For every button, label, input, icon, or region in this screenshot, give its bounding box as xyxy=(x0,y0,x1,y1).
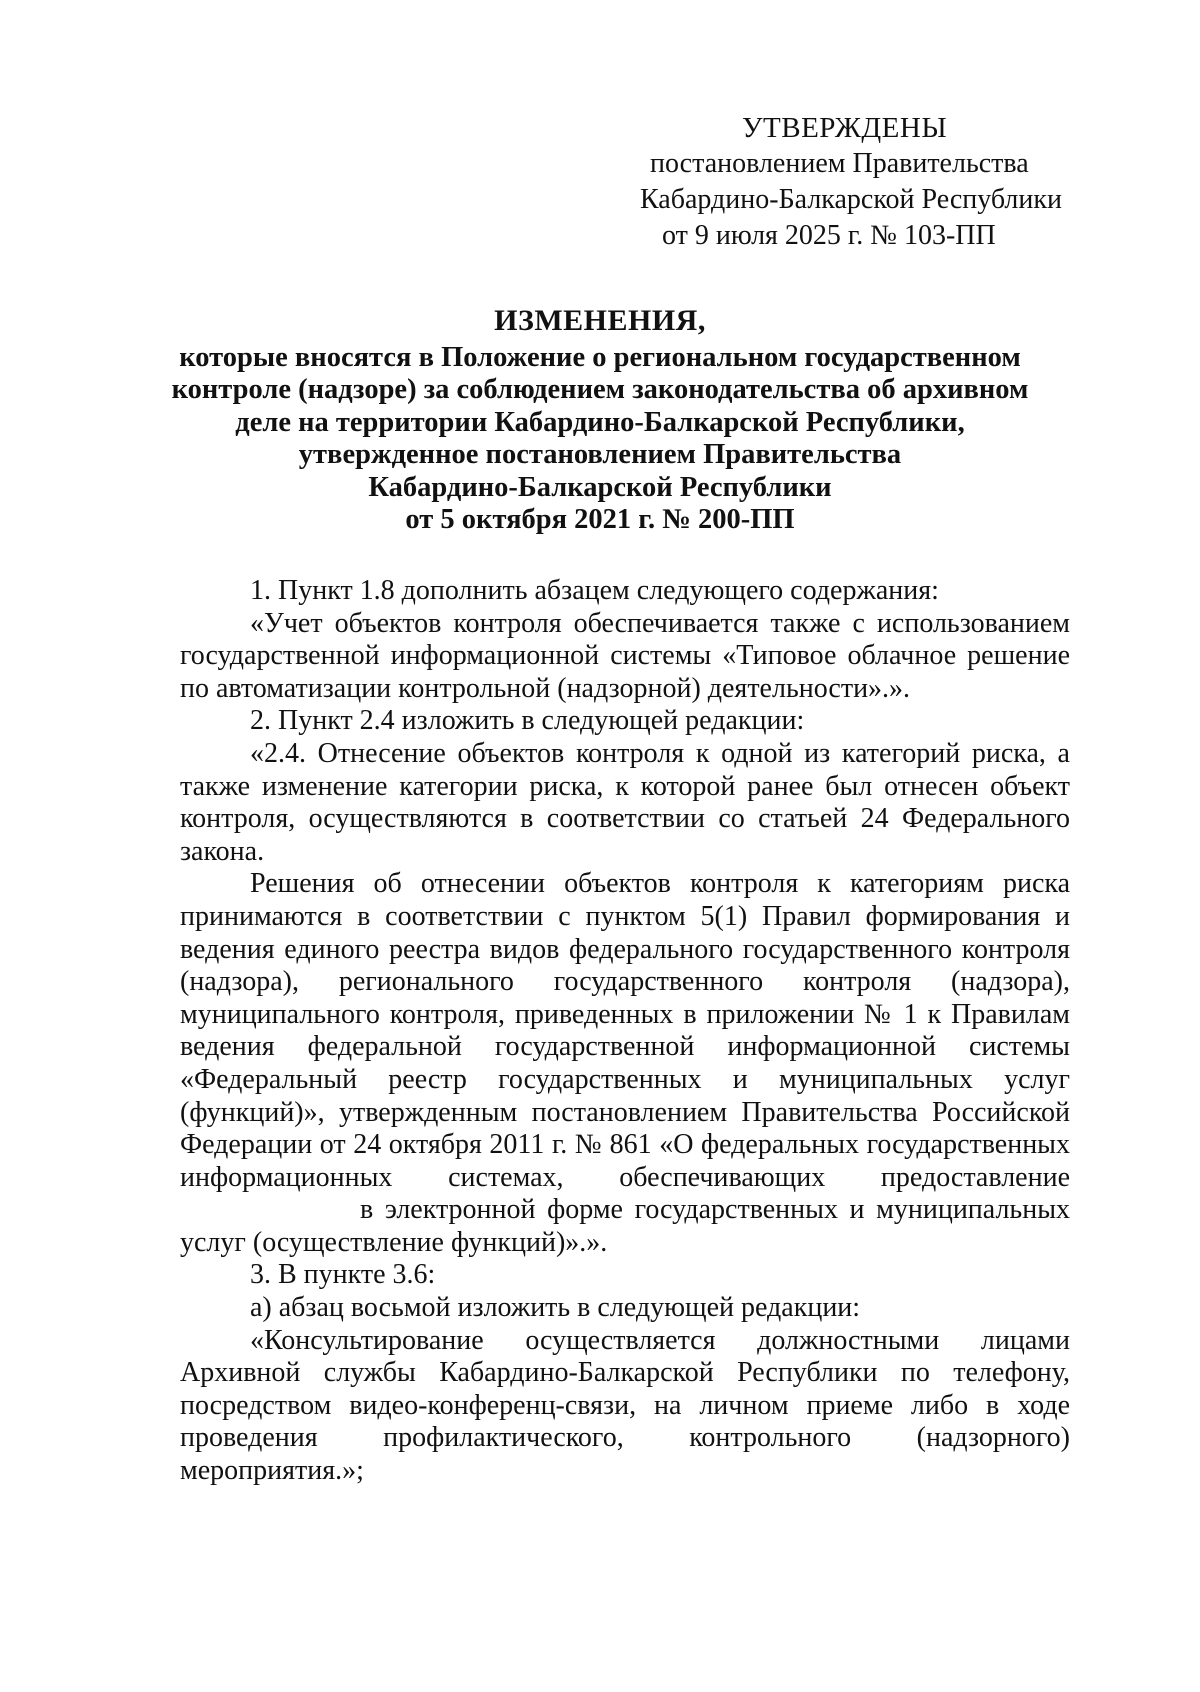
heading-line: утвержденное постановлением Правительства xyxy=(298,439,902,470)
paragraph-item-2: 2. Пункт 2.4 изложить в следующей редакции: xyxy=(250,705,805,737)
document-body xyxy=(180,575,1070,1488)
approval-line-2: Кабардино-Балкарской Республики xyxy=(640,184,1062,215)
paragraph-item-1: 1. Пункт 1.8 дополнить абзацем следующего содержания: xyxy=(250,575,939,606)
heading-line: от 5 октября 2021 г. № 200-ПП xyxy=(405,504,795,535)
heading-line: деле на территории Кабардино-Балкарской Республики, xyxy=(235,406,965,438)
heading-line: контроле (надзоре) за соблюдением законодательства об архивном xyxy=(171,374,1029,405)
heading-title: ИЗМЕНЕНИЯ, xyxy=(494,304,706,337)
paragraph-item-3: 3. В пункте 3.6: xyxy=(250,1259,436,1291)
approval-line-1: постановлением Правительства xyxy=(650,148,1029,179)
approval-block xyxy=(600,110,1080,254)
approval-title: УТВЕРЖДЕНЫ xyxy=(742,112,948,144)
paragraph-item-3a: а) абзац восьмой изложить в следующей редакции: xyxy=(250,1292,861,1324)
heading-line: Кабардино-Балкарской Республики xyxy=(368,471,832,503)
paragraph-consulting: «Консультирование осуществляется должностными лицами Архивной службы Кабардино-Балкарской Республики по телефону, посредством видео-конференц-связи, на личном приеме либо в ходе проведения профилактического, контрольного (надзорного) мероприятия.»; xyxy=(180,1324,1070,1487)
document-heading xyxy=(160,305,1040,537)
paragraph-item-1-text: «Учет объектов контроля обеспечивается также с использованием государственной информационной системы «Типовое облачное решение по автоматизации контрольной (надзорной) деятельности».». xyxy=(180,607,1070,704)
paragraph-decisions xyxy=(180,868,1070,1259)
paragraph-decisions-part-2: в электронной форме государственных и муниципальных услуг (осуществление функций)».». xyxy=(180,1194,1070,1258)
paragraph-decisions-part-1: Решения об отнесении объектов контроля к категориям риска принимаются в соответствии с пунктом 5(1) Правил формирования и ведения единого реестра видов федерального государственного контроля (надзора), регионального государственного контроля (надзора), муниципального контроля, приведенных в приложении № 1 к Правилам ведения федеральной государственной информационной системы «Федеральный реестр государственных и муниципальных услуг (функций)», утвержденным постановлением Правительства Российской Федерации от 24 октября 2011 г. № 861 «О федеральных государственных информационных системах, обеспечивающих предоставление xyxy=(180,868,1070,1193)
approval-line-3: от 9 июля 2025 г. № 103-ПП xyxy=(662,220,996,251)
paragraph-item-2-text: «2.4. Отнесение объектов контроля к одной из категорий риска, а также изменение категории риска, к которой ранее был отнесен объект контроля, осуществляются в соответствии со статьей 24 Федерального закона. xyxy=(180,737,1070,867)
heading-line: которые вносятся в Положение о региональном государственном xyxy=(179,341,1021,373)
